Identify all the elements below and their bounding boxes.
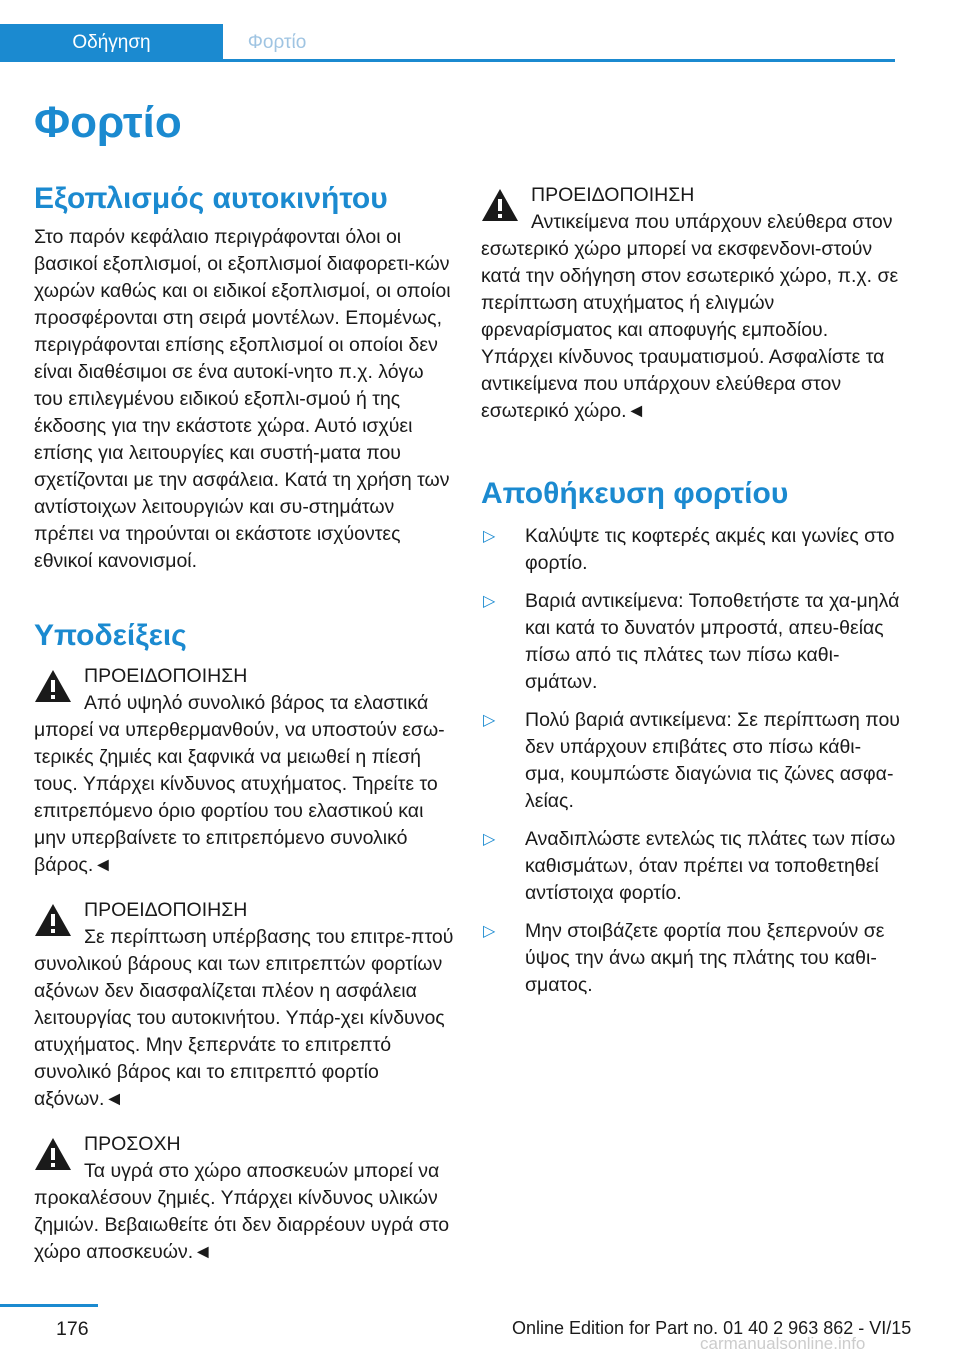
warning-triangle-icon [481, 188, 519, 222]
warning-triangle-icon [34, 669, 72, 703]
list-item: ▷ Καλύψτε τις κοφτερές ακμές και γωνίες στο φορτίο. [483, 525, 895, 574]
page-number: 176 [56, 1318, 89, 1340]
warning-title: ΠΡΟΕΙΔΟΠΟΙΗΣΗ [84, 665, 248, 687]
section-body-equipment: Στο παρόν κεφάλαιο περιγράφονται όλοι οι βασικοί εξοπλισμοί, οι εξοπλισμοί διαφορετι‐κών χωρών καθώς και οι ειδικοί εξοπλισμοί, οι οποίοι προσφέρονται στη σειρά μοντέλων. Επομένως, περιγράφονται επίσης εξοπλισμοί οι οποίοι δεν είναι διαθέσιμοι σε ένα αυτοκί‐νητο π.χ. λόγω του επιλεγμένου ειδικού εξοπλι‐σμού ή της έκδοσης για την εκάστοτε χώρα. Αυτό ισχύει επίσης για λειτουργίες και συστή‐ματα που σχετίζονται με την ασφάλεια. Κατά τη χρήση των αντίστοιχων λειτουργιών και συ‐στημάτων πρέπει να τηρούνται οι εκάστοτε ισχύοντες εθνικοί κανονισμοί. [34, 226, 451, 572]
warning-block-2 [34, 897, 454, 1113]
warning-text: Σε περίπτωση υπέρβασης του επιτρε‐πτού συνολικού βάρους και των επιτρεπτών φορτίων αξόνων δεν διασφαλίζεται πλέον η ασφάλεια λειτουργίας του αυτοκινήτου. Υπάρ‐χει κίνδυνος ατυχήματος. Μην ξεπερνάτε το επιτρεπτό συνολικό βάρος και το επιτρεπτό φορτίο αξόνων.◄ [34, 926, 454, 1110]
list-item: ▷ Αναδιπλώστε εντελώς τις πλάτες των πίσω καθισμάτων, όταν πρέπει να τοποθετηθεί αντίστοιχα φορτίο. [483, 828, 896, 904]
header-tabbar [0, 24, 895, 62]
warning-text: Αντικείμενα που υπάρχουν ελεύθερα στον εσωτερικό χώρο μπορεί να εκσφενδονι‐στούν κατά την οδήγηση στον εσωτερικό χώρο, π.χ. σε περίπτωση ατυχήματος ή ελιγμών φρεναρίσματος και αποφυγής εμποδίου. Υπάρχει κίνδυνος τραυματισμού. Ασφαλίστε τα αντικείμενα που υπάρχουν ελεύθερα στον εσωτερικό χώρο.◄ [481, 211, 899, 422]
page-title: Φορτίο [34, 98, 182, 147]
footer-rule [0, 1304, 98, 1307]
triangle-bullet-icon: ▷ [483, 923, 496, 940]
warning-block-1 [34, 663, 454, 879]
tab-load[interactable]: Φορτίο [247, 32, 307, 53]
watermark: carmanualsonline.info [700, 1334, 866, 1353]
edition-text: Online Edition for Part no. 01 40 2 963 862 - VI/15 [512, 1318, 912, 1338]
left-column [34, 180, 454, 1266]
section-heading-equipment: Εξοπλισμός αυτοκινήτου [34, 182, 388, 215]
warning-title: ΠΡΟΕΙΔΟΠΟΙΗΣΗ [531, 184, 695, 206]
storage-list [481, 523, 901, 999]
section-heading-storage: Αποθήκευση φορτίου [481, 477, 789, 510]
warning-title: ΠΡΟΕΙΔΟΠΟΙΗΣΗ [84, 899, 248, 921]
warning-block-3 [481, 182, 901, 425]
warning-text: Από υψηλό συνολικό βάρος τα ελαστικά μπορεί να υπερθερμανθούν, να υποστούν εσω‐τερικές ζημιές και ξαφνικά να μειωθεί η πίεσή τους. Υπάρχει κίνδυνος ατυχήματος. Τηρείτε το επιτρεπόμενο όριο φορτίου του ελαστικού και μην υπερβαίνετε το επιτρεπόμενο συνολικό βάρος.◄ [34, 692, 445, 876]
caution-block [34, 1131, 454, 1266]
list-item: ▷ Βαριά αντικείμενα: Τοποθετήστε τα χα‐μηλά και κατά το δυνατόν μπροστά, απευ‐θείας πίσω από τις πλάτες των πίσω καθι‐σμάτων. [483, 590, 900, 693]
list-item: ▷ Μην στοιβάζετε φορτία που ξεπερνούν σε ύψος την άνω ακμή της πλάτης του καθι‐σματος. [483, 920, 885, 996]
warning-triangle-icon [34, 903, 72, 937]
header-rule [0, 59, 895, 62]
triangle-bullet-icon: ▷ [483, 593, 496, 610]
right-column [481, 182, 901, 999]
caution-triangle-icon [34, 1137, 72, 1171]
triangle-bullet-icon: ▷ [483, 712, 496, 729]
triangle-bullet-icon: ▷ [483, 831, 496, 848]
caution-text: Τα υγρά στο χώρο αποσκευών μπορεί να προκαλέσουν ζημιές. Υπάρχει κίνδυνος υλικών ζημιών. Βεβαιωθείτε ότι δεν διαρρέουν υγρά στο χώρο αποσκευών.◄ [34, 1160, 450, 1263]
section-heading-notes: Υποδείξεις [34, 619, 187, 652]
list-item: ▷ Πολύ βαριά αντικείμενα: Σε περίπτωση που δεν υπάρχουν επιβάτες στο πίσω κάθι‐σμα, κουμπώστε διαγώνια τις ζώνες ασφα‐λείας. [483, 709, 900, 812]
tab-driving[interactable]: Οδήγηση [0, 24, 223, 62]
caution-title: ΠΡΟΣΟΧΗ [84, 1133, 181, 1155]
triangle-bullet-icon: ▷ [483, 528, 496, 545]
